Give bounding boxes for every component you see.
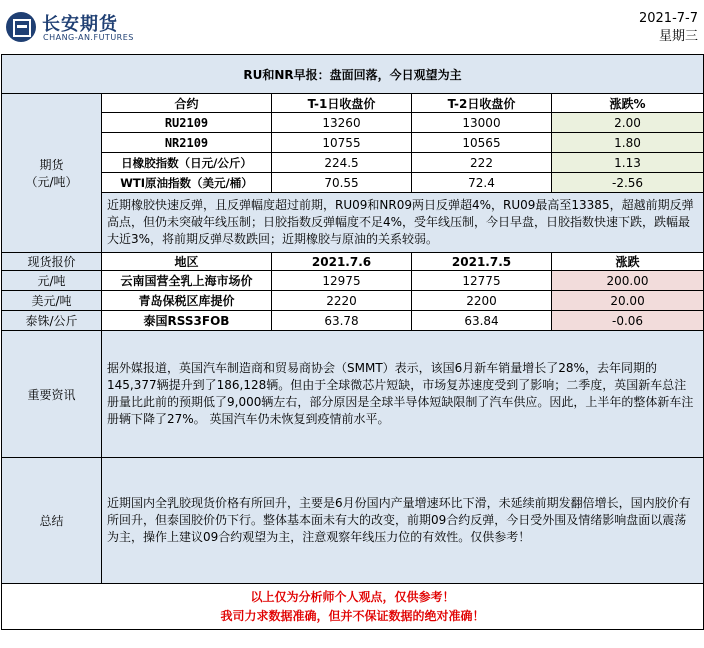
contract-name: NR2109: [102, 133, 272, 153]
spot-unit: 泰铢/公斤: [2, 311, 102, 331]
spot-price-2: 2200: [412, 291, 552, 311]
spot-region: 云南国营全乳上海市场价: [102, 271, 272, 291]
col-header-spot-change: 涨跌: [552, 253, 704, 271]
company-name-en: CHANG-AN.FUTURES: [43, 33, 134, 42]
spot-unit: 美元/吨: [2, 291, 102, 311]
change-pct: 2.00: [552, 113, 704, 133]
news-text: 据外媒报道，英国汽车制造商和贸易商协会（SMMT）表示，该国6月新车销量增长了28%，去年同期的145,377辆提升到了186,128辆。但由于全球微芯片短缺，市场复苏速度受到了影响；二季度，英国新车总注册量比此前的预期低了9,000辆左右，部分原因是全球半导体短缺限制了汽车供应。因此，上半年的整体新车注册辆下降了27%。 英国汽车仍未恢复到疫情前水平。: [102, 331, 704, 458]
disclaimer-line-2: 我司力求数据准确，但并不保证数据的绝对准确！: [220, 608, 485, 623]
table-row: [2, 113, 704, 133]
change-pct: 1.13: [552, 153, 704, 173]
summary-label: 总结: [2, 458, 102, 584]
report-date: [639, 10, 698, 46]
report-header: [0, 0, 704, 52]
col-header-date2: 2021.7.5: [412, 253, 552, 271]
t1-price: 13260: [272, 113, 412, 133]
disclaimer: [2, 584, 704, 630]
futures-comment: 近期橡胶快速反弹，且反弹幅度超过前期，RU09和NR09两日反弹超4%，RU09最高至13385，超越前期反弹高点，但仍未突破年线压制；日胶指数反弹幅度不足4%，受年线压制，今日早盘，日胶指数快速下跌，跌幅最大近3%，将前期反弹尽数跌回；近期橡胶与原油的关系较弱。: [102, 193, 704, 253]
col-header-t2: T-2日收盘价: [412, 94, 552, 113]
contract-name: RU2109: [102, 113, 272, 133]
change-pct: 1.80: [552, 133, 704, 153]
summary-text: 近期国内全乳胶现货价格有所回升，主要是6月份国内产量增速环比下滑，未延续前期发翻倍增长，国内胶价有所回升，但泰国胶价仍下行。整体基本面未有大的改变，前期09合约反弹，今日受外围及情绪影响盘面以震荡为主，操作上建议09合约观望为主，注意观察年线压力位的有效性。仅供参考！: [102, 458, 704, 584]
spot-region: 泰国RSS3FOB: [102, 311, 272, 331]
spot-price-1: 63.78: [272, 311, 412, 331]
t1-price: 224.5: [272, 153, 412, 173]
spot-section-label: 现货报价: [2, 253, 102, 271]
table-row: [2, 133, 704, 153]
date-text: 2021-7-7: [638, 11, 698, 26]
t2-price: 72.4: [412, 173, 552, 193]
table-row: [2, 271, 704, 291]
t2-price: 10565: [412, 133, 552, 153]
spot-price-1: 2220: [272, 291, 412, 311]
spot-change: -0.06: [552, 311, 704, 331]
futures-label: 期货: [39, 158, 64, 172]
contract-name: WTI原油指数（美元/桶）: [102, 173, 272, 193]
t2-price: 13000: [412, 113, 552, 133]
table-row: [2, 311, 704, 331]
col-header-date1: 2021.7.6: [272, 253, 412, 271]
report-table: [1, 54, 704, 630]
t1-price: 10755: [272, 133, 412, 153]
col-header-t1: T-1日收盘价: [272, 94, 412, 113]
spot-price-2: 12775: [412, 271, 552, 291]
weekday-text: 星期三: [658, 29, 698, 44]
report-title: RU和NR早报：盘面回落，今日观望为主: [2, 55, 704, 94]
t1-price: 70.55: [272, 173, 412, 193]
spot-price-1: 12975: [272, 271, 412, 291]
table-row: [2, 153, 704, 173]
t2-price: 222: [412, 153, 552, 173]
spot-unit: 元/吨: [2, 271, 102, 291]
col-header-contract: 合约: [102, 94, 272, 113]
news-label: 重要资讯: [2, 331, 102, 458]
futures-unit: （元/吨）: [25, 175, 78, 189]
contract-name: 日橡胶指数（日元/公斤）: [102, 153, 272, 173]
spot-region: 青岛保税区库提价: [102, 291, 272, 311]
company-logo-icon: [6, 12, 36, 42]
company-name: 长安期货: [42, 14, 118, 35]
futures-section-label: [2, 94, 102, 253]
change-pct: -2.56: [552, 173, 704, 193]
spot-change: 200.00: [552, 271, 704, 291]
disclaimer-line-1: 以上仅为分析师个人观点，仅供参考！: [250, 589, 455, 604]
col-header-region: 地区: [102, 253, 272, 271]
table-row: [2, 173, 704, 193]
spot-price-2: 63.84: [412, 311, 552, 331]
table-row: [2, 291, 704, 311]
col-header-change: 涨跌%: [552, 94, 704, 113]
spot-change: 20.00: [552, 291, 704, 311]
